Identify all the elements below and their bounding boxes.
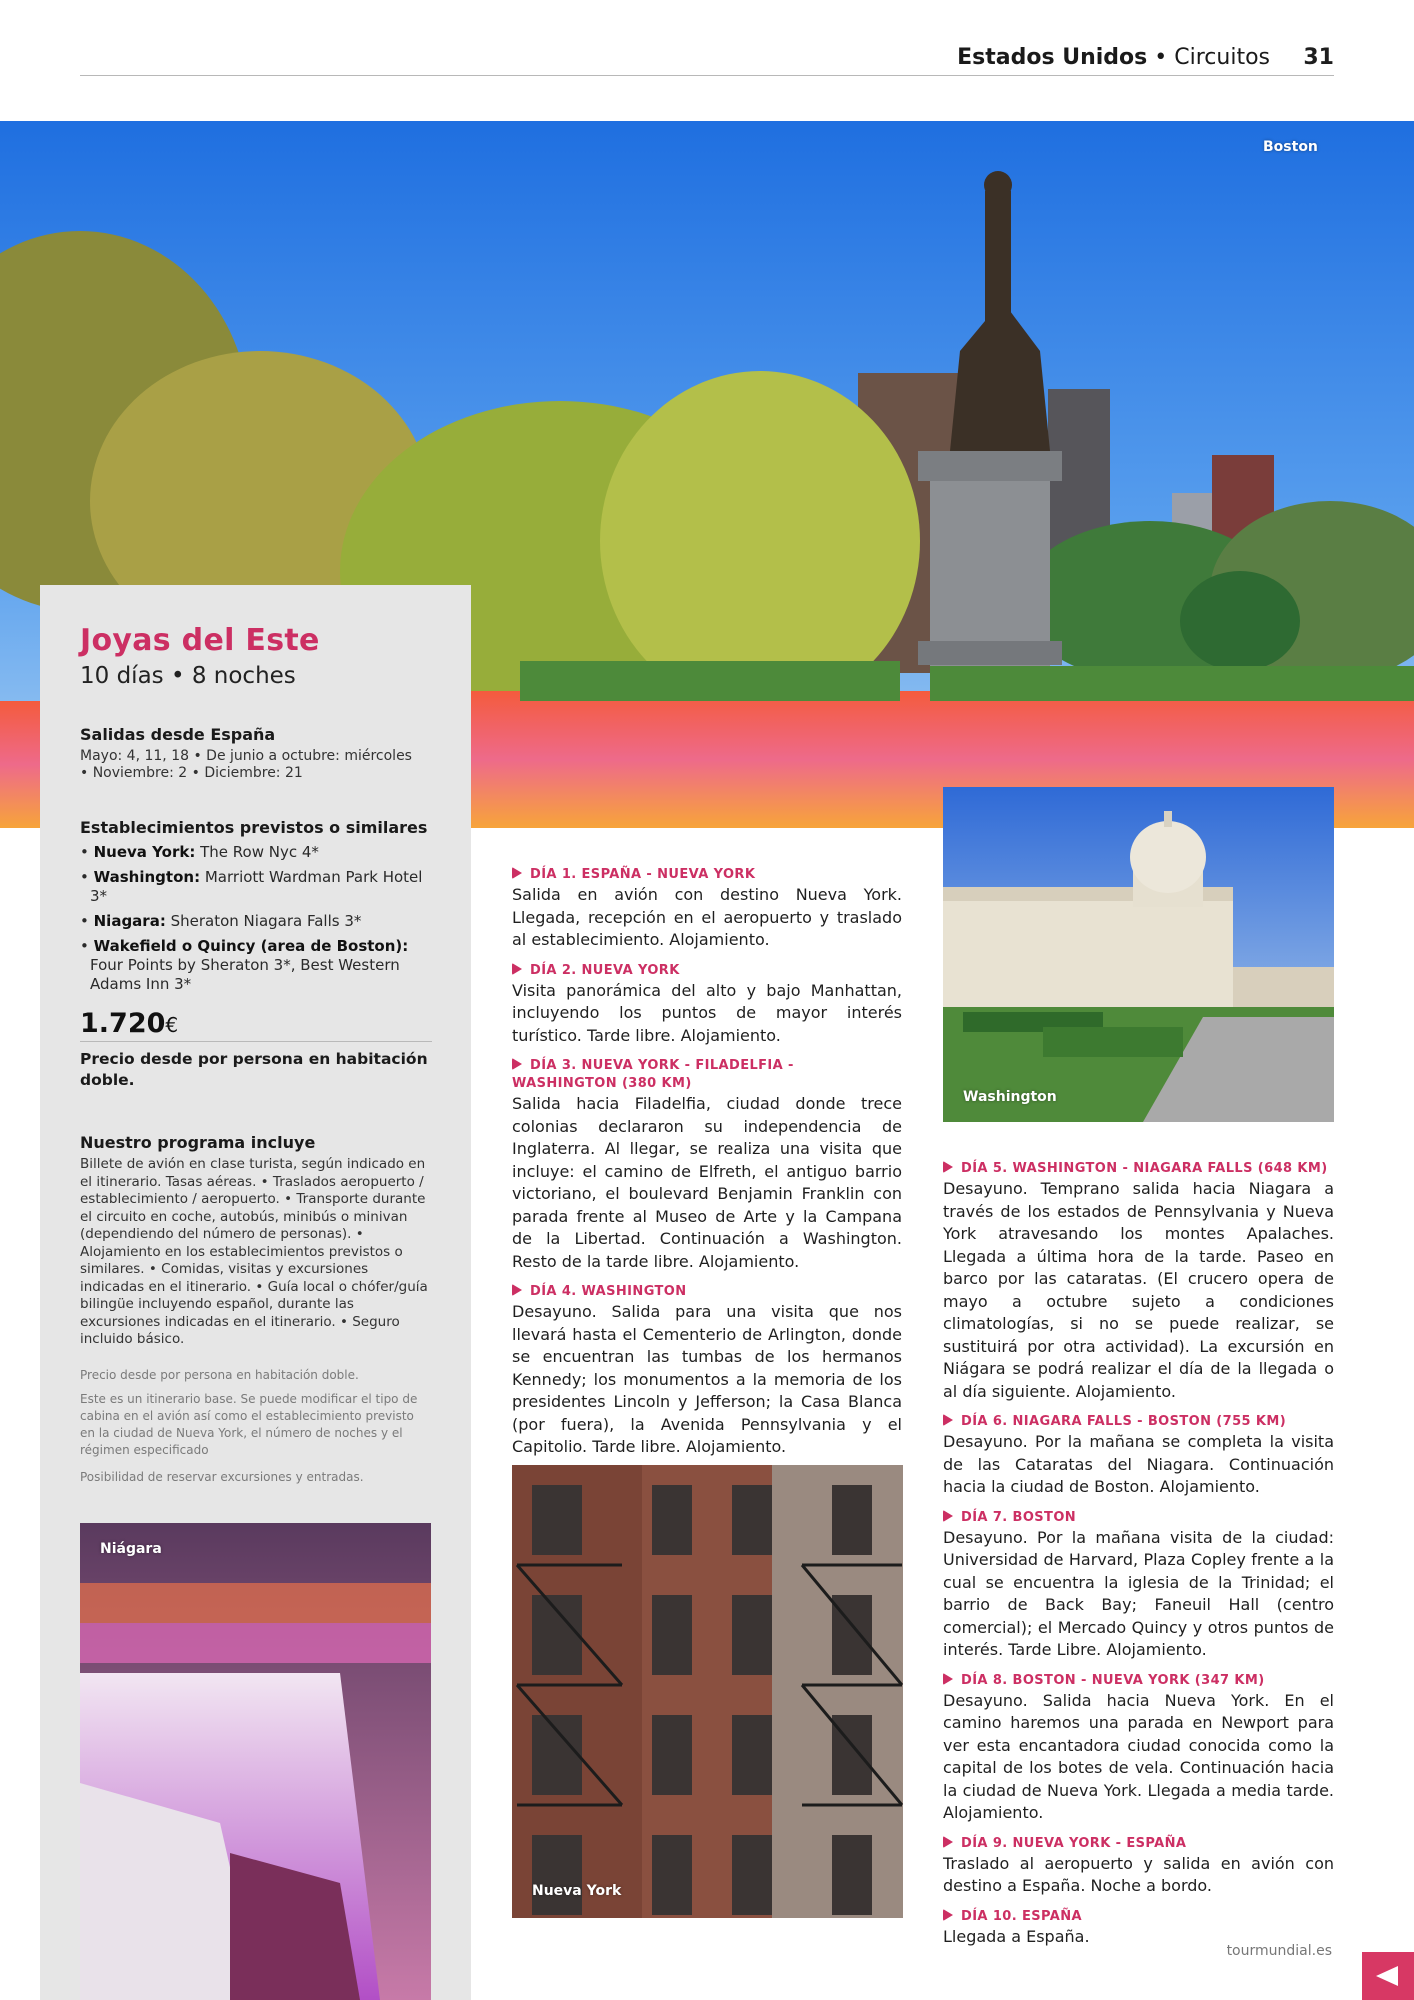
day-title: DÍA 7. BOSTON: [943, 1509, 1334, 1527]
day-description: Traslado al aeropuerto y salida en avión con destino a España. Noche a bordo.: [943, 1853, 1334, 1895]
section-breadcrumb: [957, 45, 1270, 70]
niagara-falls-illustration: [80, 1523, 431, 2000]
price-note: Precio desde por persona en habitación doble.: [80, 1050, 428, 1089]
hotel-item: • Nueva York: The Row Nyc 4*: [80, 843, 319, 861]
itinerary-day: [512, 1283, 902, 1459]
brownstone-facade-illustration: [512, 1465, 903, 1918]
page-header: [80, 44, 1334, 76]
price-value: 1.720: [80, 1008, 166, 1039]
day-title: DÍA 9. NUEVA YORK - ESPAÑA: [943, 1835, 1334, 1853]
day-title: DÍA 8. BOSTON - NUEVA YORK (347 KM): [943, 1672, 1334, 1690]
trip-duration: 10 días • 8 noches: [80, 663, 296, 689]
photo-caption-niagara: Niágara: [100, 1541, 162, 1557]
day-description: Salida hacia Filadelfia, ciudad donde trece colonias declararon su independencia de Inglaterra. Al llegar, se realiza una visita que incluye: el camino de Elfreth, el antiguo barrio victoriano, el boulevard Benjamin Franklin con parada frente al Museo de Arte y la Campana de la Libertad. Continuación a Washington. Resto de la tarde libre. Alojamiento.: [512, 1094, 902, 1271]
departures-section: [80, 725, 440, 782]
day-title: DÍA 1. ESPAÑA - NUEVA YORK: [512, 866, 902, 884]
includes-heading: Nuestro programa incluye: [80, 1133, 316, 1152]
fine-print-excursions: Posibilidad de reservar excursiones y entradas.: [80, 1470, 364, 1484]
includes-section: [80, 1133, 432, 1349]
itinerary-day: [943, 1413, 1334, 1499]
itinerary-column-2: [943, 1160, 1334, 1958]
departures-line-2: • Noviembre: 2 • Diciembre: 21: [80, 765, 303, 781]
photo-caption-washington: Washington: [963, 1089, 1057, 1105]
day-description: Desayuno. Temprano salida hacia Niagara a través de los estados de Pennsylvania y Nueva York atravesando los montes Apalaches. Llegada a última hora de la tarde. Paseo en barco por las cataratas. (El crucero opera de mayo a octubre sujeto a condiciones climatologías, si no se puede realizar, se sustituirá por otra actividad). La excursión en Niágara se podrá realizar el día de la llegada o al día siguiente. Alojamiento.: [943, 1179, 1334, 1401]
capitol-building-illustration: [943, 787, 1334, 1122]
price: [80, 1008, 432, 1042]
day-description: Visita panorámica del alto y bajo Manhattan, incluyendo los puntos de mayor interés turístico. Tarde libre. Alojamiento.: [512, 980, 902, 1045]
day-description: Desayuno. Salida hacia Nueva York. En el camino haremos una parada en Newport para ver esta encantadora ciudad conocida como la capital de los botes de vela. Continuación hacia la ciudad de Nueva York. Llegada a media tarde. Alojamiento.: [943, 1690, 1334, 1822]
itinerary-day: [512, 1057, 902, 1273]
fine-print-price: Precio desde por persona en habitación doble.: [80, 1368, 359, 1382]
day-marker-icon: [943, 1909, 953, 1921]
day-title: DÍA 6. NIAGARA FALLS - BOSTON (755 KM): [943, 1413, 1334, 1431]
day-description: Desayuno. Por la mañana visita de la ciudad: Universidad de Harvard, Plaza Copley frente a la cual se encuentra la iglesia de la Trinidad; el barrio de Back Bay; Faneuil Hall (centro comercial); el Mercado Quincy y otros puntos de interés. Tarde Libre. Alojamiento.: [943, 1527, 1334, 1659]
day-title: DÍA 10. ESPAÑA: [943, 1908, 1334, 1926]
hotels-section: [80, 818, 440, 1000]
day-marker-icon: [512, 867, 522, 879]
arrow-left-icon: [1376, 1966, 1398, 1986]
hotels-heading: Establecimientos previstos o similares: [80, 818, 428, 837]
day-marker-icon: [943, 1673, 953, 1685]
photo-caption-nueva-york: Nueva York: [532, 1883, 622, 1899]
day-marker-icon: [943, 1510, 953, 1522]
itinerary-day: [512, 866, 902, 952]
itinerary-day: [943, 1160, 1334, 1403]
itinerary-day: [943, 1835, 1334, 1898]
price-currency: €: [165, 1013, 179, 1037]
header-separator: •: [1154, 45, 1168, 70]
day-marker-icon: [943, 1414, 953, 1426]
itinerary-day: [943, 1908, 1334, 1949]
itinerary-column-1: [512, 866, 902, 1469]
day-title: DÍA 3. NUEVA YORK - FILADELFIA - WASHINGTON (380 KM): [512, 1058, 794, 1091]
trip-title: Joyas del Este: [80, 623, 320, 658]
itinerary-day: [512, 962, 902, 1048]
photo-caption-boston: Boston: [1263, 139, 1318, 155]
day-title: DÍA 2. NUEVA YORK: [512, 962, 902, 980]
header-country: Estados Unidos: [957, 45, 1148, 70]
day-marker-icon: [943, 1836, 953, 1848]
day-marker-icon: [512, 963, 522, 975]
day-marker-icon: [512, 1058, 522, 1070]
itinerary-day: [943, 1672, 1334, 1825]
day-title: DÍA 5. WASHINGTON - NIAGARA FALLS (648 KM): [943, 1160, 1334, 1178]
hotels-list: [80, 843, 440, 994]
hotel-item: • Niagara: Sheraton Niagara Falls 3*: [80, 912, 362, 930]
back-button[interactable]: [1362, 1952, 1414, 2000]
day-description: Desayuno. Por la mañana se completa la visita de las Cataratas del Niagara. Continuación hacia la ciudad de Boston. Alojamiento.: [943, 1432, 1334, 1496]
day-marker-icon: [512, 1284, 522, 1296]
page-number: 31: [1303, 45, 1334, 70]
departures-line-1: Mayo: 4, 11, 18 • De junio a octubre: miércoles: [80, 748, 412, 764]
hotel-item: • Wakefield o Quincy (area de Boston): Four Points by Sheraton 3*, Best Western Adams Inn 3*: [80, 937, 409, 993]
day-marker-icon: [943, 1161, 953, 1173]
itinerary-day: [943, 1509, 1334, 1662]
day-description: Salida en avión con destino Nueva York. Llegada, recepción en el aeropuerto y traslado al establecimiento. Alojamiento.: [512, 885, 902, 949]
fine-print-itinerary: Este es un itinerario base. Se puede modificar el tipo de cabina en el avión así como el establecimiento previsto en la ciudad de Nueva York, el número de noches y el régimen especificado: [80, 1392, 418, 1457]
day-description: Llegada a España.: [943, 1926, 1090, 1946]
departures-heading: Salidas desde España: [80, 725, 276, 744]
nueva-york-photo: [512, 1465, 903, 1918]
includes-text: Billete de avión en clase turista, según indicado en el itinerario. Tasas aéreas. • Traslados aeropuerto / establecimiento / aeropuerto. • Transporte durante el circuito en coche, autobús, minibús o minivan (dependiendo del número de personas). • Alojamiento en los establecimientos previstos o similares. • Comidas, visitas y excursiones indicadas en el itinerario. • Guía local o chófer/guía bilingüe incluyendo español, durante las excursiones indicadas en el itinerario. • Seguro incluido básico.: [80, 1156, 428, 1347]
day-description: Desayuno. Salida para una visita que nos llevará hasta el Cementerio de Arlington, donde se encuentran las tumbas de los hermanos Kennedy; los monumentos a la memoria de los presidentes Lincoln y Jefferson; la Casa Blanca (por fuera), la Avenida Pennsylvania y el Capitolio. Tarde libre. Alojamiento.: [512, 1302, 902, 1456]
niagara-photo: [80, 1523, 431, 2000]
footer-website[interactable]: tourmundial.es: [1226, 1943, 1332, 1959]
day-title: DÍA 4. WASHINGTON: [512, 1283, 902, 1301]
washington-photo: [943, 787, 1334, 1122]
header-section: Circuitos: [1174, 45, 1270, 70]
hotel-item: • Washington: Marriott Wardman Park Hotel 3*: [80, 868, 423, 905]
